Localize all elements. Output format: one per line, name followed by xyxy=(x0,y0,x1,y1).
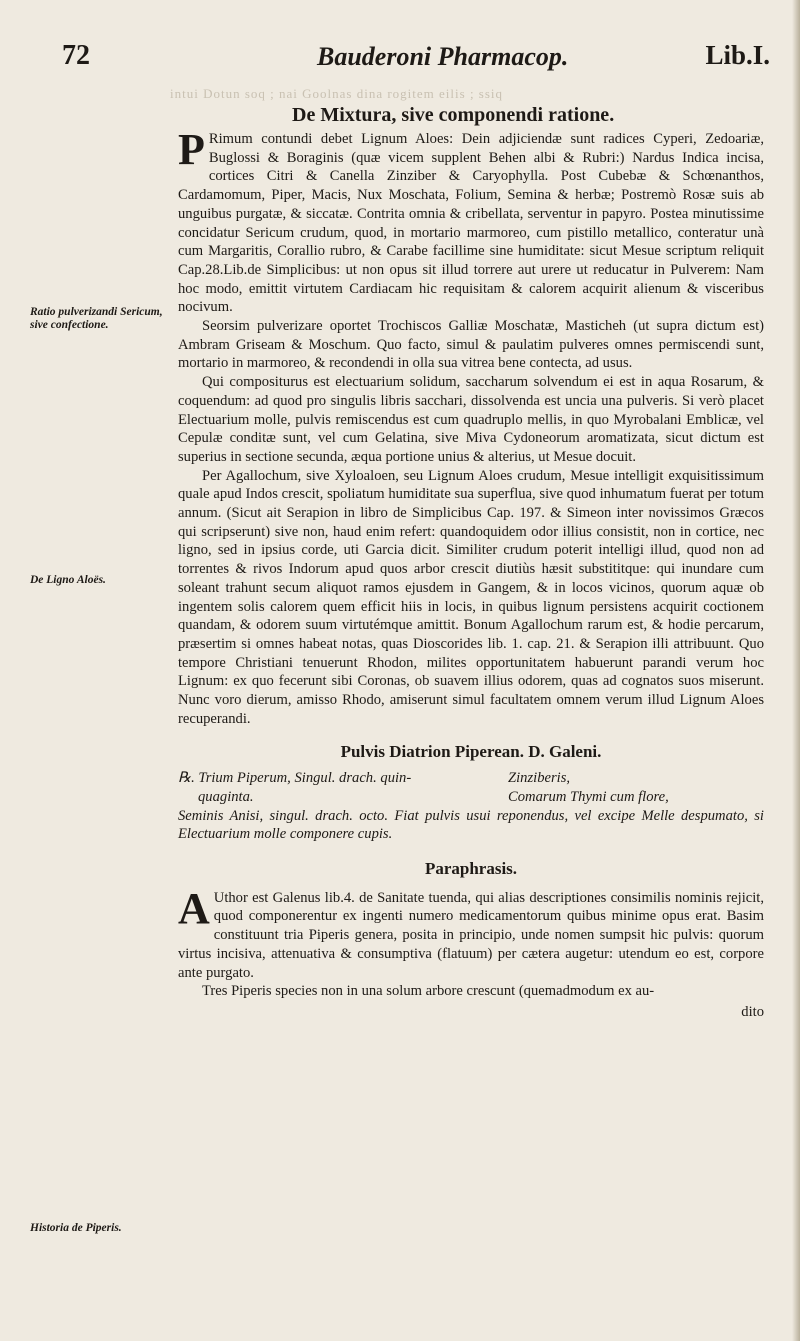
recipe-line-1a: ℞. Trium Piperum, Singul. drach. quin- xyxy=(178,770,412,787)
paraphrasis-1 xyxy=(178,883,764,983)
recipe-line-3: Seminis Anisi, singul. drach. octo. Fiat pulvis usui reponendus, vel excipe Melle despumato, si Electuarium molle componere cupis. xyxy=(178,807,764,843)
recipe-row-1 xyxy=(178,769,764,788)
paraphrasis-title: Paraphrasis. xyxy=(424,859,518,879)
paraphrasis-2: Tres Piperis species non in una solum arbore crescunt (quemadmodum ex au- xyxy=(202,983,655,1000)
paraphrasis-1-text: Uthor est Galenus lib.4. de Sanitate tuenda, qui alias descriptiones consimilis nominis rejicit, quod componerentur ex ingenti numero medicamentorum quibus minime opus erat. Basim constituunt tria Piperis genera, posita in principio, unde nomen sumpsit hic pulvis: quorum virtus incisiva, attenuativa & consumptiva (flatuum) per cætera augetur: utendum eo est, corpore ante purgato. xyxy=(178,889,764,981)
running-head: Bauderoni Pharmacop. xyxy=(317,42,569,71)
drop-cap-a: A xyxy=(178,883,210,933)
pulvis-title: Pulvis Diatrion Piperean. D. Galeni. xyxy=(340,741,602,761)
page-header xyxy=(62,40,770,80)
recipe-line-2a: quaginta. xyxy=(198,788,254,805)
page-number: 72 xyxy=(62,40,90,71)
paragraph-1 xyxy=(178,125,764,317)
paragraph-4: Per Agallochum, sive Xyloaloen, seu Lignum Aloes crudum, Mesue intelligit exquisitissimum quale apud Indos crescit, spoliatum humiditate sua superflua, sive quod inhumatum fuerat per totum annum. (Sicut ait Serapion in libro de Simplicibus Cap. 197. & Simeon inter novissimos Græcos qui scripserunt) sive non, haud enim refert: quandoquidem odor illius consistit, non in cortice, nec ligno, sed in ipsius corde, uti Garcia dicit. Similiter crudum poterit intelligi illud, quod non ad torrentes & rivos Indorum apud quos arbor crescit diutiùs hæsit substititque: qui inundare cum soleant trahunt secum aliquot ramos ejusdem in Gangem, & in locos vicinos, quorum aquæ ob ingentem solis calorem quem efficit hiis in locis, in quibus lignum persistens acquirit coctionem quandam, & odorem suum virtutémque amittit. Bonum Agallochum rarum est, & hodie percarum, præsertim si omnes habeat notas, quas Dioscorides lib. 1. cap. 21. & Serapion illi attribuunt. Quo tempore Christiani tenuerunt Rhodon, milites opportunitatem habuerunt parandi verum hoc Lignum: ex quo fecerunt sibi Coronas, ob suavem illius odorem, quas ad cognatos suos miserunt. Nunc voro dierum, amisso Rhodo, amiserunt simul facultatem omnem verum illud Lignum Aloes recuperandi. xyxy=(178,467,764,727)
margin-note-ratio: Ratio pulverizandi Sericum, sive confectione. xyxy=(30,306,163,331)
main-text xyxy=(178,125,764,1022)
section-title: De Mixtura, sive componendi ratione. xyxy=(292,104,615,126)
page-edge xyxy=(792,0,800,1341)
book-number: Lib.I. xyxy=(705,40,770,70)
catchword: dito xyxy=(741,1003,764,1020)
paragraph-1-text: Rimum contundi debet Lignum Aloes: Dein adjiciendæ sunt radices Cyperi, Zedoariæ, Buglossi & Boraginis (quæ vicem supplent Behen albi & Rubri:) Nardus Indica incisa, cortices Citri & Canella Zinziber & Caryophylla. Post Cubebæ & Schœnanthos, Cardamomum, Piper, Macis, Nux Moschata, Folium, Semina & herbæ; Postremò Rosæ suis ab unguibus purgatæ, & siccatæ. Contrita omnia & cribellata, serventur in papyro. Postea minutissime concidatur Sericum crudum, quod, in mortario marmoreo, cum pistillo metallico, conteratur unà cum Margaritis, Corallio rubro, & Carabe facillime sine humiditate: sicut Mesue scriptum reliquit Cap.28.Lib.de Simplicibus: ut non opus sit illud torrere aut urere ut reducatur in Pulverem: Nam hoc modo, emittit virtutem Cardiacam hic requisitam & calorem acquirit alienum & visceribus nocivum. xyxy=(178,131,764,316)
recipe xyxy=(178,769,764,844)
drop-cap: P xyxy=(178,125,205,174)
margin-note-piperis: Historia de Piperis. xyxy=(30,1222,122,1234)
recipe-line-1b: Zinziberis, xyxy=(508,770,571,787)
recipe-row-2 xyxy=(178,788,764,807)
bleed-through-text: intui Dotun soq ; nai Goolnas dina rogitem eilis ; ssiq xyxy=(170,86,504,101)
recipe-line-2b: Comarum Thymi cum flore, xyxy=(508,788,669,805)
paragraph-2: Seorsim pulverizare oportet Trochiscos Galliæ Moschatæ, Masticheh (ut supra dictum est) Ambram Griseam & Moschum. Quo facto, simul & paulatim pulveres omnes permiscendi sunt, mortario in marmoreo, & recondendi in olla sua vitrea bene contecta, ad usus. xyxy=(178,318,764,372)
margin-note-ligno: De Ligno Aloës. xyxy=(30,574,106,586)
paragraph-3: Qui compositurus est electuarium solidum, saccharum solvendum ei est in aqua Rosarum, & coquendum: ad quod pro singulis libris sacchari, dissolvenda est uncia una pulveris. Si verò placet Electuarium molle, pulvis remiscendus est cum quadruplo mellis, in quo Myrobalani Emblicæ, vel Cepulæ conditæ sunt, vel cum Gelatina, sive Miva Cydoneorum aromatizata, sicut dictum est superius in sectione secunda, æqua portione unius & alterius, ut Mesue docuit. xyxy=(178,374,764,465)
